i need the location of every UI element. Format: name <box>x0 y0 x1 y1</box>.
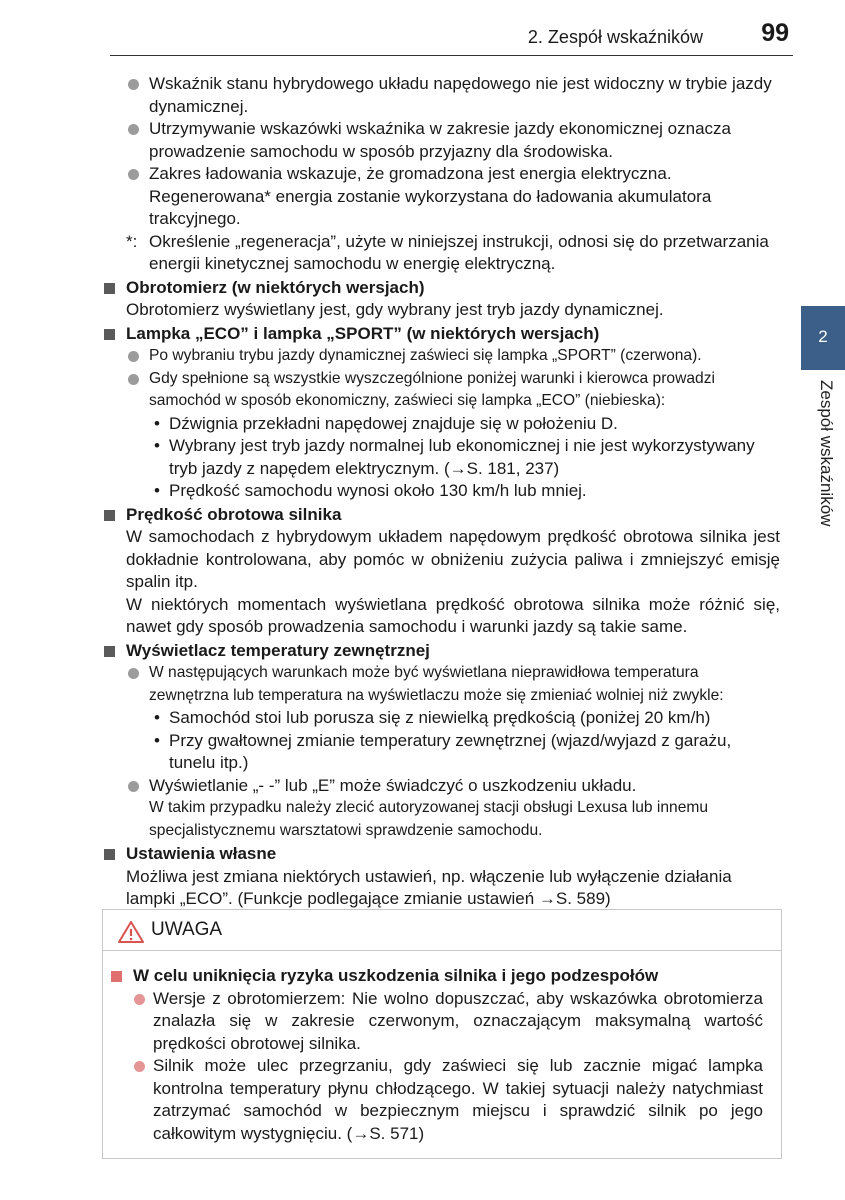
section-heading: Obrotomierz (w niektórych wersjach) <box>104 277 780 300</box>
list-item: Gdy spełnione są wszystkie wyszczególnione poniżej warunki i kierowca prowadzi samochód w sposób ekonomiczny, zaświeci się lampka „ECO” (niebieska): <box>104 368 780 413</box>
sub-list-item: • Samochód stoi lub porusza się z niewielką prędkością (poniżej 20 km/h) <box>154 708 711 727</box>
section-heading: Wyświetlacz temperatury zewnętrznej <box>104 640 780 663</box>
sub-list-item: • Dźwignia przekładni napędowej znajduje się w położeniu D. <box>154 413 618 433</box>
header-divider <box>110 55 793 56</box>
list-item: Utrzymywanie wskazówki wskaźnika w zakresie jazdy ekonomicznej oznacza prowadzenie samochodu w sposób przyjazny dla środowiska. <box>104 118 780 163</box>
bullet-icon <box>128 781 139 792</box>
section-heading: Lampka „ECO” i lampka „SPORT” (w niektórych wersjach) <box>104 323 780 346</box>
page-content <box>104 73 780 911</box>
warning-heading: W celu uniknięcia ryzyka uszkodzenia silnika i jego podzespołów <box>111 965 763 988</box>
section-heading: Prędkość obrotowa silnika <box>104 504 780 527</box>
bullet-icon <box>128 351 139 362</box>
chapter-tab[interactable]: 2 <box>801 306 845 370</box>
warning-item: Wersje z obrotomierzem: Nie wolno dopuszczać, aby wskazówka obrotomierza znalazła się w zakresie czerwonym, oznaczającym maksymalną wartość prędkości obrotowej silnika. <box>111 988 763 1056</box>
warning-item: Silnik może ulec przegrzaniu, gdy zaświeci się lub zacznie migać lampka kontrolna temperatury płynu chłodzącego. W takiej sytuacji należy natychmiast zatrzymać samochód w bezpiecznym miejscu i sprawdzić silnik po jego całkowitym wystygnięciu. (→S. 571) <box>111 1055 763 1145</box>
square-bullet-icon <box>104 849 115 860</box>
list-item: Wyświetlanie „- -” lub „E” może świadczyć o uszkodzeniu układu. <box>104 775 780 798</box>
list-item: Wskaźnik stanu hybrydowego układu napędowego nie jest widoczny w trybie jazdy dynamicznej. <box>104 73 780 118</box>
bullet-icon <box>128 374 139 385</box>
square-bullet-icon <box>111 971 122 982</box>
bullet-icon <box>134 1061 145 1072</box>
paragraph: Obrotomierz wyświetlany jest, gdy wybrany jest tryb jazdy dynamicznej. <box>126 300 664 319</box>
sub-list-item: • Prędkość samochodu wynosi około 130 km/h lub mniej. <box>154 481 587 500</box>
page-number: 99 <box>761 19 789 47</box>
list-item: W następujących warunkach może być wyświetlana nieprawidłowa temperatura zewnętrzna lub temperatura na wyświetlaczu może się zmieniać wolniej niż zwykle: <box>104 662 780 707</box>
sub-list-item: • Wybrany jest tryb jazdy normalnej lub ekonomicznej i nie jest wykorzystywany tryb jazdy z napędem elektrycznym. (→S. 181, 237) <box>154 436 755 478</box>
square-bullet-icon <box>104 283 115 294</box>
paragraph: Możliwa jest zmiana niektórych ustawień, np. włączenie lub wyłączenie działania lampki „ECO”. (Funkcje podlegające zmianie ustawień →S. 589) <box>126 866 732 908</box>
warning-header <box>103 910 781 951</box>
square-bullet-icon <box>104 646 115 657</box>
warning-title: UWAGA <box>151 919 223 940</box>
section-title: 2. Zespół wskaźników <box>527 27 703 47</box>
square-bullet-icon <box>104 329 115 340</box>
list-item-note: W takim przypadku należy zlecić autoryzowanej stacji obsługi Lexusa lub innemu specjalistycznemu warsztatowi sprawdzenie samochodu. <box>149 799 709 839</box>
bullet-icon <box>128 79 139 90</box>
sub-list-item: • Przy gwałtownej zmianie temperatury zewnętrznej (wjazd/wyjazd z garażu, tunelu itp.) <box>154 730 732 772</box>
bullet-icon <box>128 124 139 135</box>
warning-body <box>111 965 763 1145</box>
square-bullet-icon <box>104 510 115 521</box>
warning-triangle-icon <box>117 920 145 944</box>
warning-box <box>102 909 782 1159</box>
chapter-label: Zespół wskaźników <box>817 380 836 527</box>
section-heading: Ustawienia własne <box>104 843 780 866</box>
list-item: Zakres ładowania wskazuje, że gromadzona jest energia elektryczna. Regenerowana* energia zostanie wykorzystana do ładowania akumulatora trakcyjnego. <box>104 163 780 231</box>
footnote: *: Określenie „regeneracja”, użyte w niniejszej instrukcji, odnosi się do przetwarzania energii kinetycznej samochodu w energię elektryczną. <box>126 231 769 273</box>
bullet-icon <box>134 994 145 1005</box>
bullet-icon <box>128 169 139 180</box>
paragraph: W niektórych momentach wyświetlana prędkość obrotowa silnika może różnić się, nawet gdy sposób prowadzenia samochodu i warunki jazdy są takie same. <box>126 594 780 636</box>
paragraph: W samochodach z hybrydowym układem napędowym prędkość obrotowa silnika jest dokładnie kontrolowana, aby pomóc w obniżeniu zużycia paliwa i zmniejszyć emisję spalin itp. <box>126 527 780 591</box>
list-item: Po wybraniu trybu jazdy dynamicznej zaświeci się lampka „SPORT” (czerwona). <box>104 345 780 368</box>
bullet-icon <box>128 668 139 679</box>
